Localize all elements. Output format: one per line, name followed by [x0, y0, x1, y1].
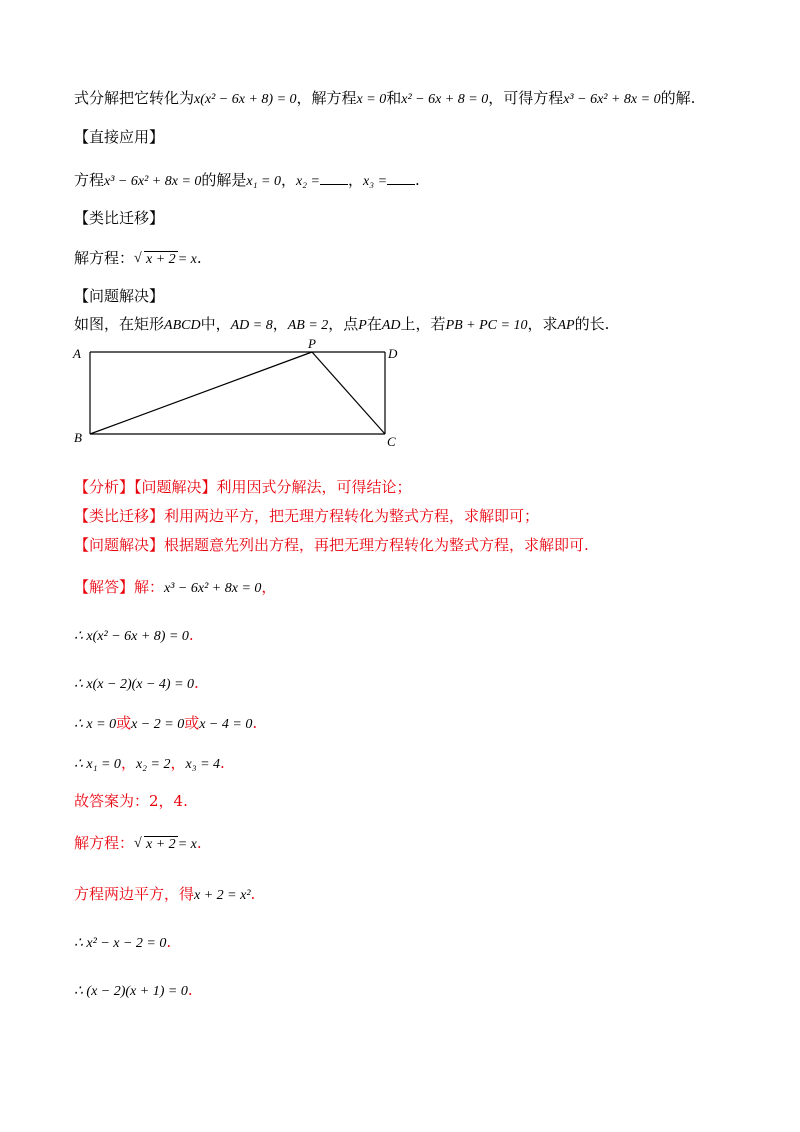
answer-math-0: x³ − 6x² + 8x = 0 [164, 581, 262, 596]
problem-text-4: ，点 [328, 315, 359, 333]
direct-math-3: x₂ = [295, 174, 320, 189]
step-6-dot: . [187, 981, 193, 999]
intro-math-4: x³ − 6x² + 8x = 0 [563, 92, 661, 107]
direct-text-1: 方程 [74, 171, 105, 189]
sqrt-radicand: x + 2 [146, 252, 176, 267]
label-A: A [73, 346, 81, 361]
step-4-comma-2: ， [170, 754, 186, 772]
direct-sep-1: ， [280, 171, 296, 189]
problem-math-2: AD = 8 [230, 318, 273, 333]
problem-math-6: PB + PC = 10 [445, 318, 528, 333]
analog-end: . [196, 249, 202, 267]
step-6-math: ∴ (x − 2)(x + 1) = 0 [74, 984, 188, 999]
square-dot: . [250, 885, 256, 903]
direct-math-1: x³ − 6x² + 8x = 0 [104, 174, 202, 189]
segment-PC [312, 352, 385, 434]
step-6 [74, 980, 193, 1002]
intro-text-4: ，可得方程 [488, 89, 564, 107]
rectangle-figure [70, 338, 410, 450]
step-3-math-b: x − 2 = 0 [131, 717, 185, 732]
problem-text-7: ，求 [527, 315, 558, 333]
intro-text-1: 式分解把它转化为 [74, 89, 195, 107]
square-line [74, 884, 255, 906]
intro-text-5: 的解. [660, 89, 696, 107]
analog-rhs: = x [177, 252, 197, 267]
direct-end: . [415, 171, 420, 189]
step-3 [74, 713, 257, 735]
problem-math-7: AP [557, 318, 575, 333]
step-4-math-b: x₂ = 2 [135, 757, 171, 772]
sqrt-radicand-2: x + 2 [146, 837, 176, 852]
step-4-comma-1: ， [120, 754, 136, 772]
problem-math-4: P [358, 318, 367, 333]
solve-rhs: = x [177, 837, 197, 852]
intro-text-2: ，解方程 [296, 89, 357, 107]
problem-text-2: 中， [200, 315, 231, 333]
step-4-math-c: x₃ = 4 [185, 757, 221, 772]
step-4-dot: . [220, 754, 225, 772]
segment-PB [90, 352, 312, 434]
step-4 [74, 753, 225, 775]
intro-math-2: x = 0 [356, 92, 387, 107]
answer-comma: ， [261, 578, 277, 596]
step-2 [74, 673, 199, 695]
analysis-line-1: 【分析】【问题解决】利用因式分解法，可得结论； [74, 478, 412, 496]
section-problem-title: 【问题解决】 [74, 287, 165, 305]
intro-math-3: x² − 6x + 8 = 0 [401, 92, 489, 107]
problem-math-3: AB = 2 [287, 318, 329, 333]
step-1-dot: . [188, 626, 194, 644]
problem-text-5: 在 [366, 315, 382, 333]
step-3-math-a: ∴ x = 0 [74, 717, 117, 732]
label-D: D [388, 346, 398, 361]
sqrt-expression [134, 250, 178, 270]
solve-dot: . [196, 834, 202, 852]
analysis-line-2: 【类比迁移】利用两边平方，把无理方程转化为整式方程，求解即可； [74, 507, 540, 525]
final-answer: 故答案为：2，4. [74, 792, 188, 810]
label-C: C [387, 434, 396, 449]
label-B: B [74, 430, 82, 445]
analysis-line-3: 【问题解决】根据题意先列出方程，再把无理方程转化为整式方程，求解即可. [74, 536, 589, 554]
step-3-math-c: x − 4 = 0 [199, 717, 253, 732]
intro-math-1: x(x² − 6x + 8) = 0 [194, 92, 297, 107]
step-3-dot: . [252, 714, 258, 732]
solve-line [74, 833, 202, 855]
direct-line [74, 170, 420, 192]
square-text: 方程两边平方，得 [74, 885, 195, 903]
problem-line [74, 314, 609, 336]
sqrt-expression-2 [134, 835, 178, 855]
step-3-or-1: 或 [116, 714, 132, 732]
answer-blank-2[interactable] [387, 170, 415, 185]
step-3-or-2: 或 [184, 714, 200, 732]
step-5-dot: . [166, 933, 172, 951]
answer-head: 【解答】解： [74, 578, 165, 596]
analog-text: 解方程： [74, 249, 135, 267]
step-5-math: ∴ x² − x − 2 = 0 [74, 936, 167, 951]
intro-line [74, 88, 695, 110]
problem-text-8: 的长. [574, 315, 610, 333]
problem-text-1: 如图，在矩形 [74, 315, 165, 333]
step-1-math: ∴ x(x² − 6x + 8) = 0 [74, 629, 189, 644]
square-eq: x + 2 = x² [194, 888, 251, 903]
direct-math-2: x₁ = 0 [246, 174, 281, 189]
direct-math-4: x₃ = [363, 174, 388, 189]
section-analog-title: 【类比迁移】 [74, 209, 165, 227]
problem-text-6: 上，若 [400, 315, 446, 333]
solve-label: 解方程： [74, 834, 135, 852]
direct-text-2: 的解是 [201, 171, 247, 189]
step-2-math: ∴ x(x − 2)(x − 4) = 0 [74, 677, 195, 692]
analog-line [74, 248, 202, 270]
problem-text-3: ， [272, 315, 288, 333]
section-direct-title: 【直接应用】 [74, 128, 165, 146]
answer-head-line [74, 577, 276, 599]
label-P: P [308, 338, 316, 351]
step-5 [74, 932, 171, 954]
step-1 [74, 625, 194, 647]
problem-math-5: AD [381, 318, 401, 333]
problem-math-1: ABCD [164, 318, 201, 333]
intro-text-3: 和 [386, 89, 402, 107]
step-2-dot: . [194, 674, 199, 692]
direct-sep-2: ， [348, 171, 364, 189]
step-4-math-a: ∴ x₁ = 0 [74, 757, 121, 772]
answer-blank-1[interactable] [320, 170, 348, 185]
